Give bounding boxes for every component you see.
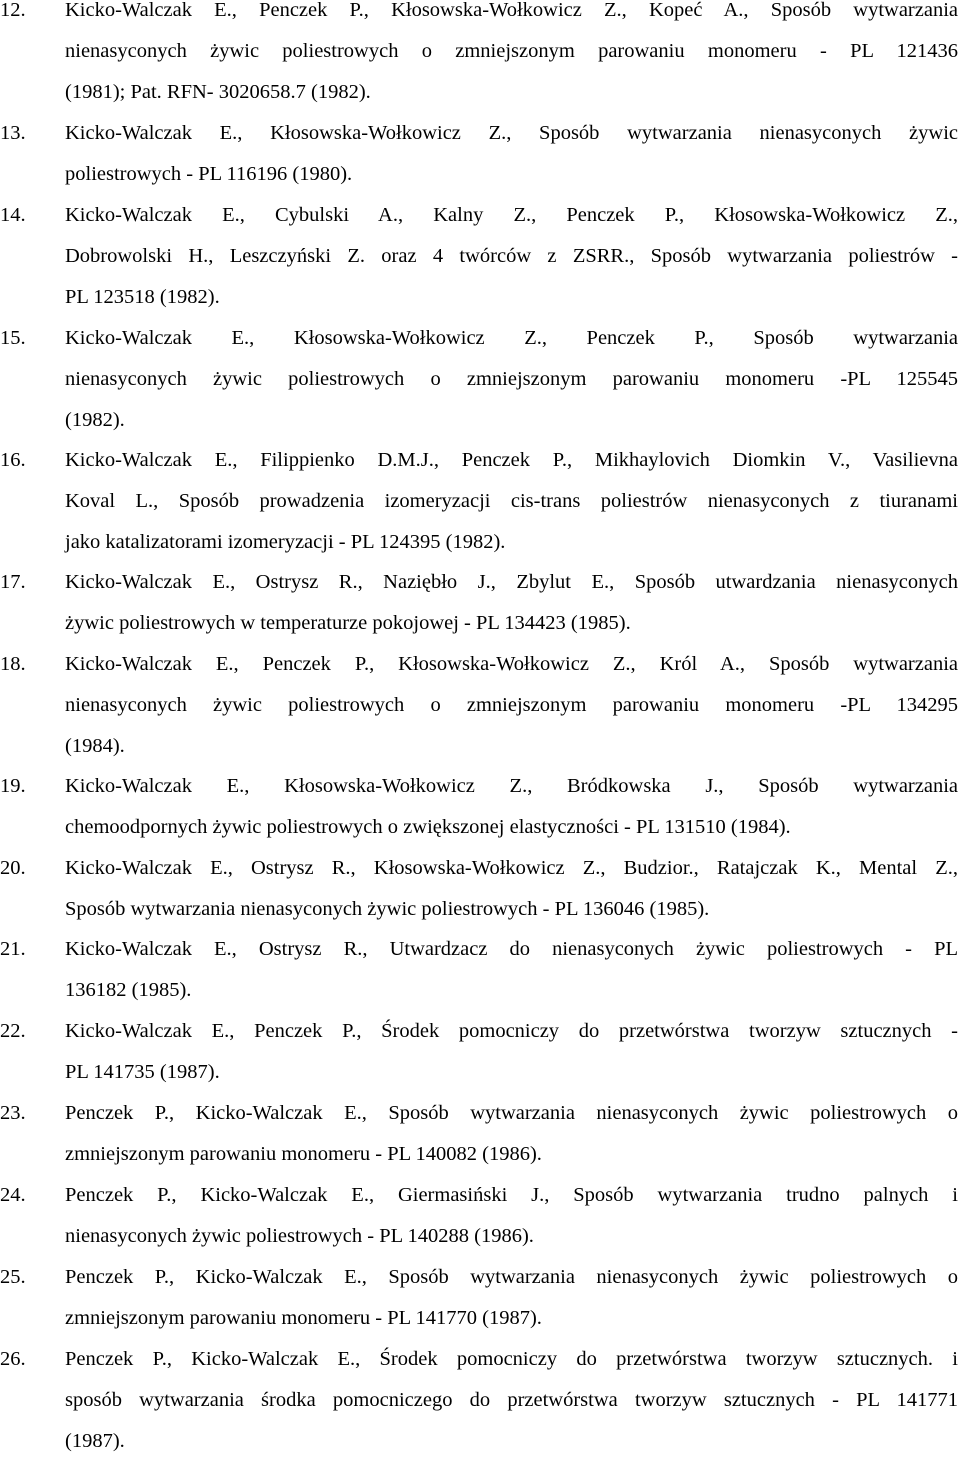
reference-number: 20.: [0, 857, 26, 879]
reference-text: [65, 113, 958, 195]
reference-text: [65, 195, 958, 318]
reference-text: [65, 766, 958, 848]
reference-number: 26.: [0, 1348, 26, 1370]
reference-line: chemoodpornych żywic poliestrowych o zwiększonej elastyczności - PL 131510 (1984).: [65, 816, 791, 838]
reference-line: PL 141735 (1987).: [65, 1061, 220, 1083]
reference-line: 136182 (1985).: [65, 979, 192, 1001]
reference-line: Kicko-Walczak E., Ostrysz R., Naziębło J., Zbylut E., Sposób utwardzania nienasyconych: [65, 571, 958, 593]
reference-line: Kicko-Walczak E., Kłosowska-Wołkowicz Z., Bródkowska J., Sposób wytwarzania: [65, 775, 958, 797]
reference-line: Kicko-Walczak E., Penczek P., Środek pomocniczy do przetwórstwa tworzyw sztucznych -: [65, 1020, 958, 1042]
reference-line: Sposób wytwarzania nienasyconych żywic poliestrowych - PL 136046 (1985).: [65, 898, 710, 920]
reference-line: (1981); Pat. RFN- 3020658.7 (1982).: [65, 81, 371, 103]
reference-line: żywic poliestrowych w temperaturze pokojowej - PL 134423 (1985).: [65, 612, 631, 634]
reference-text: [65, 848, 958, 930]
reference-line: jako katalizatorami izomeryzacji - PL 124395 (1982).: [65, 531, 506, 553]
reference-text: [65, 1011, 958, 1093]
reference-line: nienasyconych żywic poliestrowych o zmniejszonym parowaniu monomeru -PL 125545: [65, 368, 958, 390]
reference-number: 24.: [0, 1184, 26, 1206]
reference-line: (1982).: [65, 409, 125, 431]
reference-line: Dobrowolski H., Leszczyński Z. oraz 4 twórców z ZSRR., Sposób wytwarzania poliestrów -: [65, 245, 958, 267]
reference-line: PL 123518 (1982).: [65, 286, 220, 308]
reference-line: Kicko-Walczak E., Ostrysz R., Kłosowska-Wołkowicz Z., Budzior., Ratajczak K., Mental Z.,: [65, 857, 958, 879]
reference-text: [65, 0, 958, 113]
reference-number: 14.: [0, 204, 26, 226]
reference-line: Kicko-Walczak E., Filippienko D.M.J., Penczek P., Mikhaylovich Diomkin V., Vasilievna: [65, 449, 958, 471]
reference-line: Penczek P., Kicko-Walczak E., Giermasiński J., Sposób wytwarzania trudno palnych i: [65, 1184, 958, 1206]
reference-line: zmniejszonym parowaniu monomeru - PL 140082 (1986).: [65, 1143, 542, 1165]
reference-number: 12.: [0, 0, 26, 21]
reference-number: 16.: [0, 449, 26, 471]
reference-line: nienasyconych żywic poliestrowych - PL 140288 (1986).: [65, 1225, 534, 1247]
reference-text: [65, 440, 958, 563]
reference-line: Koval L., Sposób prowadzenia izomeryzacji cis-trans poliestrów nienasyconych z tiuranami: [65, 490, 958, 512]
reference-text: [65, 1339, 958, 1462]
reference-line: Penczek P., Kicko-Walczak E., Sposób wytwarzania nienasyconych żywic poliestrowych o: [65, 1102, 958, 1124]
reference-line: Kicko-Walczak E., Cybulski A., Kalny Z., Penczek P., Kłosowska-Wołkowicz Z.,: [65, 204, 958, 226]
reference-line: Kicko-Walczak E., Kłosowska-Wołkowicz Z., Sposób wytwarzania nienasyconych żywic: [65, 122, 958, 144]
reference-line: Penczek P., Kicko-Walczak E., Środek pomocniczy do przetwórstwa tworzyw sztucznych. i: [65, 1348, 958, 1370]
reference-number: 19.: [0, 775, 26, 797]
reference-number: 22.: [0, 1020, 26, 1042]
reference-number: 15.: [0, 327, 26, 349]
reference-line: Penczek P., Kicko-Walczak E., Sposób wytwarzania nienasyconych żywic poliestrowych o: [65, 1266, 958, 1288]
reference-text: [65, 318, 958, 441]
reference-line: poliestrowych - PL 116196 (1980).: [65, 163, 353, 185]
reference-line: (1984).: [65, 735, 125, 757]
reference-line: Kicko-Walczak E., Penczek P., Kłosowska-Wołkowicz Z., Kopeć A., Sposób wytwarzania: [65, 0, 958, 21]
reference-number: 17.: [0, 571, 26, 593]
reference-text: [65, 929, 958, 1011]
reference-text: [65, 1175, 958, 1257]
reference-line: sposób wytwarzania środka pomocniczego do przetwórstwa tworzyw sztucznych - PL 141771: [65, 1389, 958, 1411]
reference-line: nienasyconych żywic poliestrowych o zmniejszonym parowaniu monomeru - PL 121436: [65, 40, 958, 62]
reference-number: 21.: [0, 938, 26, 960]
reference-text: [65, 1257, 958, 1339]
reference-line: zmniejszonym parowaniu monomeru - PL 141770 (1987).: [65, 1307, 542, 1329]
reference-text: [65, 562, 958, 644]
reference-number: 25.: [0, 1266, 26, 1288]
reference-number: 13.: [0, 122, 26, 144]
reference-text: [65, 1093, 958, 1175]
reference-line: Kicko-Walczak E., Penczek P., Kłosowska-Wołkowicz Z., Król A., Sposób wytwarzania: [65, 653, 958, 675]
reference-line: Kicko-Walczak E., Ostrysz R., Utwardzacz do nienasyconych żywic poliestrowych - PL: [65, 938, 958, 960]
reference-number: 18.: [0, 653, 26, 675]
reference-line: (1987).: [65, 1430, 125, 1452]
reference-line: Kicko-Walczak E., Kłosowska-Wołkowicz Z., Penczek P., Sposób wytwarzania: [65, 327, 958, 349]
reference-line: nienasyconych żywic poliestrowych o zmniejszonym parowaniu monomeru -PL 134295: [65, 694, 958, 716]
reference-number: 23.: [0, 1102, 26, 1124]
reference-text: [65, 644, 958, 767]
